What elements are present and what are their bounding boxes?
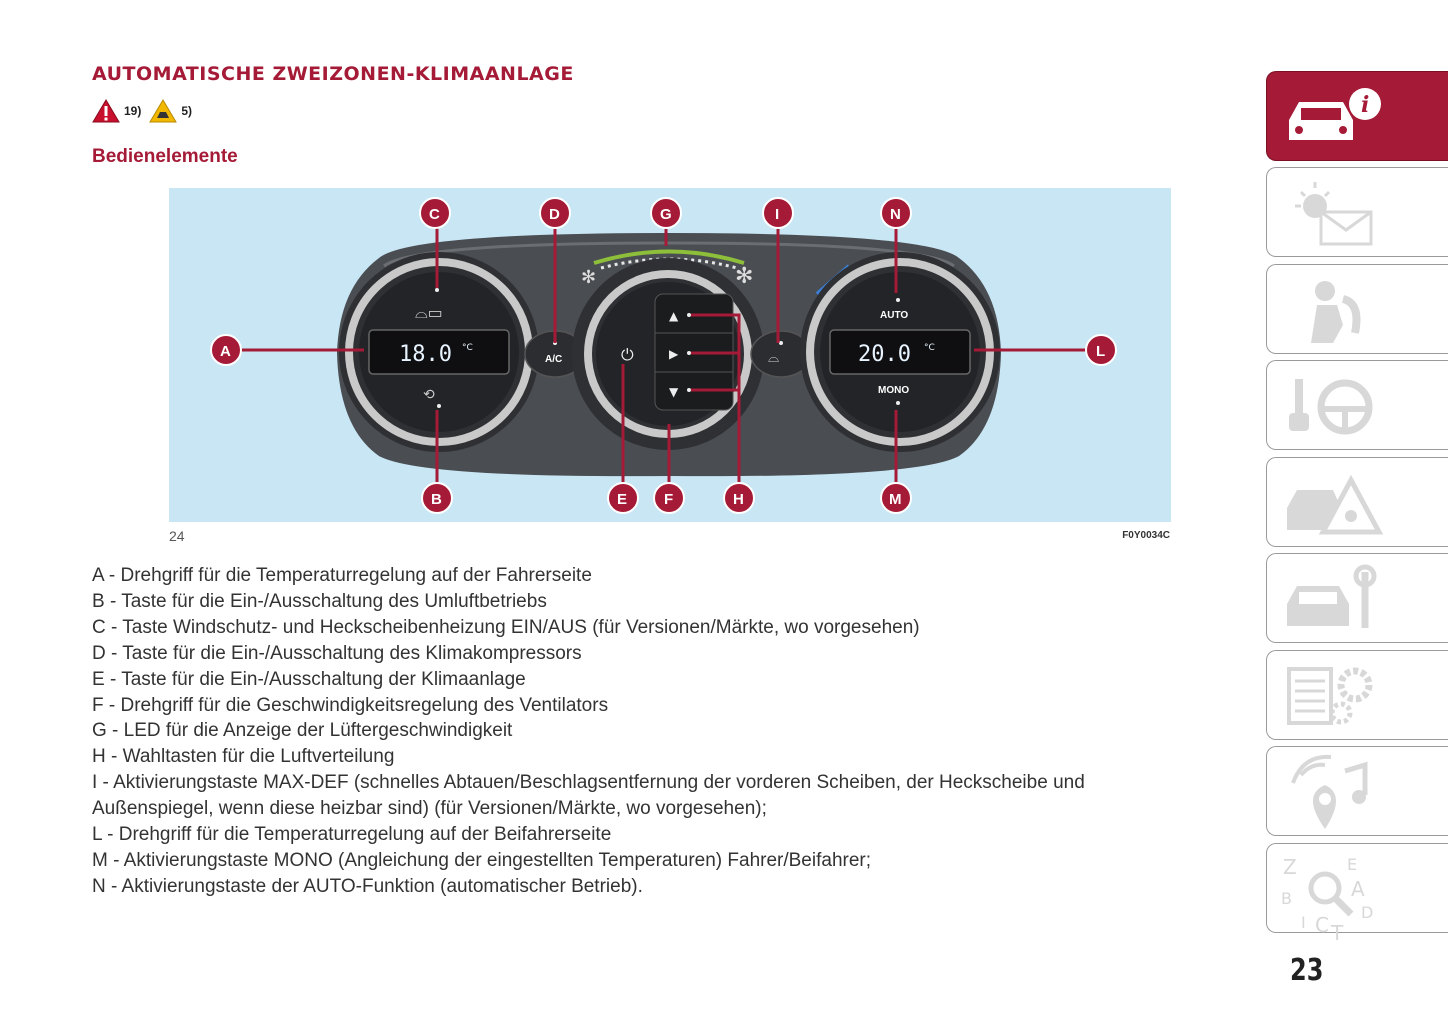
car-info-icon — [1281, 80, 1391, 152]
fan-low-icon: ✻ — [581, 267, 597, 288]
tab-index[interactable] — [1266, 843, 1448, 945]
section-subtitle: Bedienelemente — [92, 146, 238, 167]
left-temperature-knob[interactable] — [339, 252, 539, 452]
svg-text:F: F — [664, 491, 674, 508]
svg-text:i: i — [1361, 92, 1370, 118]
warning-lights-icon — [1281, 176, 1391, 248]
multimedia-icon — [1281, 755, 1391, 827]
warning-ref-2: 5) — [181, 104, 193, 118]
svg-text:D: D — [1361, 903, 1374, 922]
page-number: 23 — [1290, 953, 1324, 988]
svg-text:T: T — [1331, 921, 1344, 945]
maintenance-icon — [1281, 562, 1391, 634]
legend-item: A - Drehgriff für die Temperaturregelung auf der Fahrerseite — [92, 565, 592, 586]
callout-badge — [651, 198, 681, 228]
svg-text:A/C: A/C — [545, 354, 563, 365]
legend-item: M - Aktivierungstaste MONO (Angleichung der eingestellten Temperaturen) Fahrer/Beifahrer; — [92, 849, 872, 871]
legend-item: E - Taste für die Ein-/Ausschaltung der Klimaanlage — [92, 668, 526, 690]
tab-warning-lights[interactable] — [1266, 167, 1448, 257]
svg-text:E: E — [1347, 855, 1358, 874]
tab-multimedia[interactable] — [1266, 746, 1448, 836]
svg-text:E: E — [617, 491, 628, 508]
callout-badge — [654, 483, 684, 513]
tab-technical-data[interactable] — [1266, 650, 1448, 740]
airflow-up-icon: ▲ — [669, 309, 679, 323]
warning-ref-1: 19) — [124, 104, 142, 118]
callout-badge — [1086, 335, 1116, 365]
tab-car-info[interactable] — [1266, 71, 1448, 161]
section-title: AUTOMATISCHE ZWEIZONEN-KLIMAANLAGE — [92, 63, 574, 85]
max-def-icon: ⌓ — [768, 350, 780, 366]
legend-item: L - Drehgriff für die Temperaturregelung auf der Beifahrerseite — [92, 824, 612, 846]
emergency-icon — [1281, 466, 1391, 538]
legend-item: I - Aktivierungstaste MAX-DEF (schnelles Abtauen/Beschlagsentfernung der vorderen Scheiben, der Heckscheibe und Außenspiegel, wenn diese heizbar sind) (für Versionen/Märkte, wo vorgesehen); — [92, 772, 1085, 820]
legend-list — [92, 563, 1172, 900]
airflow-down-icon: ▼ — [669, 385, 679, 399]
svg-text:D: D — [549, 206, 560, 223]
tab-starting-driving[interactable] — [1266, 360, 1448, 450]
legend-item: N - Aktivierungstaste der AUTO-Funktion (automatischer Betrieb). — [92, 875, 643, 897]
defrost-icon: ⌓▭ — [415, 303, 443, 322]
svg-text:B: B — [1281, 889, 1292, 908]
svg-text:B: B — [431, 491, 442, 508]
legend-item: H - Wahltasten für die Luftverteilung — [92, 746, 395, 768]
climate-control-figure — [169, 188, 1171, 522]
legend-item: G - LED für die Anzeige der Lüftergeschwindigkeit — [92, 720, 513, 742]
recirculation-icon: ⟲ — [423, 387, 435, 403]
svg-text:I: I — [1301, 913, 1306, 932]
svg-text:Z: Z — [1283, 855, 1297, 879]
auto-label: AUTO — [880, 310, 909, 321]
fan-high-icon: ✻ — [735, 264, 754, 289]
callout-badge — [420, 198, 450, 228]
svg-text:M: M — [889, 491, 902, 508]
right-temp-display: 20.0 — [858, 342, 911, 367]
power-icon: ⏻ — [621, 345, 634, 364]
legend-item: B - Taste für die Ein-/Ausschaltung des Umluftbetriebs — [92, 590, 547, 612]
airflow-mid-icon: ▶ — [669, 347, 679, 361]
callout-badge — [540, 198, 570, 228]
figure-code: F0Y0034C — [1122, 530, 1170, 541]
figure-number: 24 — [169, 528, 185, 544]
svg-text:A: A — [1351, 877, 1365, 901]
callout-badge — [608, 483, 638, 513]
callout-badge — [881, 483, 911, 513]
left-temp-display: 18.0 — [399, 342, 452, 367]
danger-warning-icon — [92, 99, 120, 123]
safety-icon — [1281, 273, 1391, 345]
svg-text:C: C — [1315, 913, 1329, 937]
svg-text:I: I — [775, 206, 780, 223]
svg-text:°C: °C — [924, 343, 935, 353]
svg-text:H: H — [733, 491, 744, 508]
caution-warning-icon — [149, 99, 177, 123]
svg-text:A: A — [220, 343, 231, 360]
svg-text:L: L — [1096, 343, 1106, 360]
svg-text:G: G — [660, 206, 672, 223]
callout-badge — [763, 198, 793, 228]
index-icon — [1281, 852, 1391, 945]
tab-safety[interactable] — [1266, 264, 1448, 354]
legend-item: C - Taste Windschutz- und Heckscheibenheizung EIN/AUS (für Versionen/Märkte, wo vorgesehen) — [92, 616, 920, 638]
starting-driving-icon — [1281, 369, 1391, 441]
technical-data-icon — [1281, 659, 1391, 731]
tab-maintenance[interactable] — [1266, 553, 1448, 643]
right-temperature-knob[interactable] — [800, 252, 1000, 452]
tab-emergency[interactable] — [1266, 457, 1448, 547]
svg-text:C: C — [429, 206, 440, 223]
callout-badge — [211, 335, 241, 365]
callout-badge — [881, 198, 911, 228]
callout-badge — [724, 483, 754, 513]
mono-label: MONO — [878, 385, 910, 396]
legend-item: F - Drehgriff für die Geschwindigkeitsregelung des Ventilators — [92, 694, 609, 716]
svg-text:N: N — [890, 206, 901, 223]
chapter-sidebar — [1266, 0, 1445, 1026]
legend-item: D - Taste für die Ein-/Ausschaltung des Klimakompressors — [92, 642, 582, 664]
warning-references — [92, 98, 192, 124]
svg-text:°C: °C — [462, 343, 473, 353]
callout-badge — [422, 483, 452, 513]
